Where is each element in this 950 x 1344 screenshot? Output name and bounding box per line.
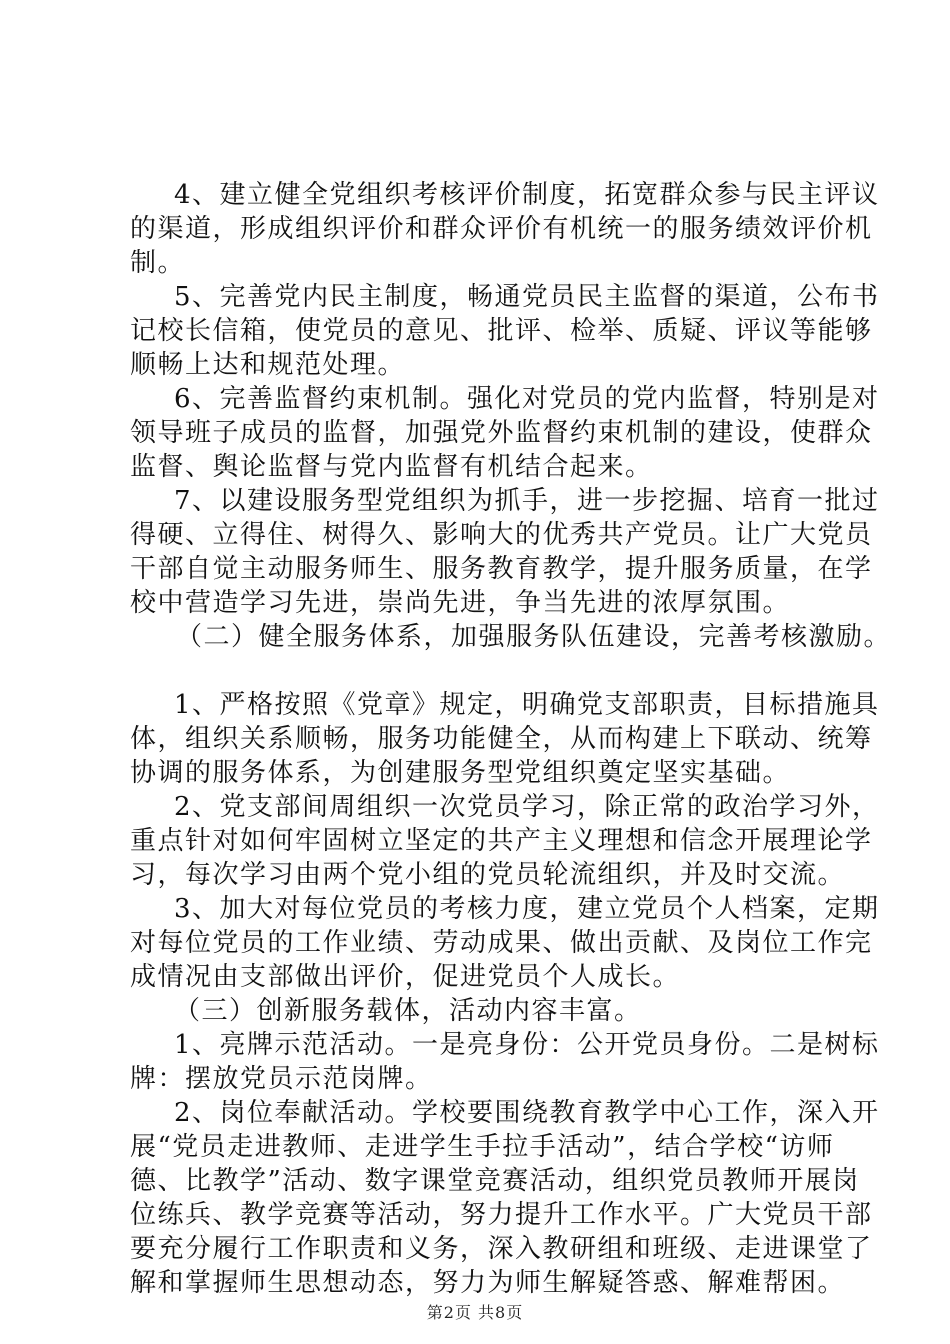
text-line: 7、以建设服务型党组织为抓手，进一步挖掘、培育一批过 — [174, 486, 880, 516]
text-line: 6、完善监督约束机制。强化对党员的党内监督，特别是对 — [174, 384, 880, 414]
section-heading: （二）健全服务体系，加强服务队伍建设，完善考核激励。 — [176, 622, 892, 652]
text-line: 习，每次学习由两个党小组的党员轮流组织，并及时交流。 — [130, 860, 846, 890]
text-line: 5、完善党内民主制度，畅通党员民主监督的渠道，公布书 — [174, 282, 880, 312]
text-line: 的渠道，形成组织评价和群众评价有机统一的服务绩效评价机 — [130, 214, 873, 244]
text-line: 得硬、立得住、树得久、影响大的优秀共产党员。让广大党员 — [130, 520, 873, 550]
text-line: 领导班子成员的监督，加强党外监督约束机制的建设，使群众 — [130, 418, 873, 448]
text-line: 干部自觉主动服务师生、服务教育教学，提升服务质量，在学 — [130, 554, 873, 584]
text-line: 校中营造学习先进，崇尚先进，争当先进的浓厚氛围。 — [130, 588, 791, 618]
text-line: 监督、舆论监督与党内监督有机结合起来。 — [130, 452, 653, 482]
text-line: 2、党支部间周组织一次党员学习，除正常的政治学习外， — [174, 792, 880, 822]
text-line: 牌：摆放党员示范岗牌。 — [130, 1064, 433, 1094]
text-line: 2、岗位奉献活动。学校要围绕教育教学中心工作，深入开 — [174, 1098, 880, 1128]
text-line: 4、建立健全党组织考核评价制度，拓宽群众参与民主评议 — [174, 180, 880, 210]
text-line: 1、严格按照《党章》规定，明确党支部职责，目标措施具 — [174, 690, 880, 720]
text-line: 1、亮牌示范活动。一是亮身份：公开党员身份。二是树标 — [174, 1030, 880, 1060]
text-line: 体，组织关系顺畅，服务功能健全，从而构建上下联动、统筹 — [130, 724, 873, 754]
section-heading: （三）创新服务载体，活动内容丰富。 — [174, 996, 642, 1026]
page-number: 第2页 共8页 — [426, 1303, 524, 1322]
text-line: 展“党员走进教师、走进学生手拉手活动”，结合学校“访师 — [130, 1132, 835, 1162]
text-line: 顺畅上达和规范处理。 — [130, 350, 406, 380]
text-line: 制。 — [130, 248, 186, 278]
text-line: 德、比教学”活动、数字课堂竞赛活动，组织党员教师开展岗 — [130, 1166, 860, 1196]
text-line: 对每位党员的工作业绩、劳动成果、做出贡献、及岗位工作完 — [130, 928, 873, 958]
text-line: 解和掌握师生思想动态，努力为师生解疑答惑、解难帮困。 — [130, 1268, 846, 1298]
text-line: 协调的服务体系，为创建服务型党组织奠定坚实基础。 — [130, 758, 791, 788]
text-line: 3、加大对每位党员的考核力度，建立党员个人档案，定期 — [174, 894, 880, 924]
text-line: 重点针对如何牢固树立坚定的共产主义理想和信念开展理论学 — [130, 826, 873, 856]
text-line: 要充分履行工作职责和义务，深入教研组和班级、走进课堂了 — [130, 1234, 873, 1264]
text-line: 位练兵、教学竞赛等活动，努力提升工作水平。广大党员干部 — [130, 1200, 873, 1230]
text-line: 记校长信箱，使党员的意见、批评、检举、质疑、评议等能够 — [130, 316, 873, 346]
text-line: 成情况由支部做出评价，促进党员个人成长。 — [130, 962, 681, 992]
